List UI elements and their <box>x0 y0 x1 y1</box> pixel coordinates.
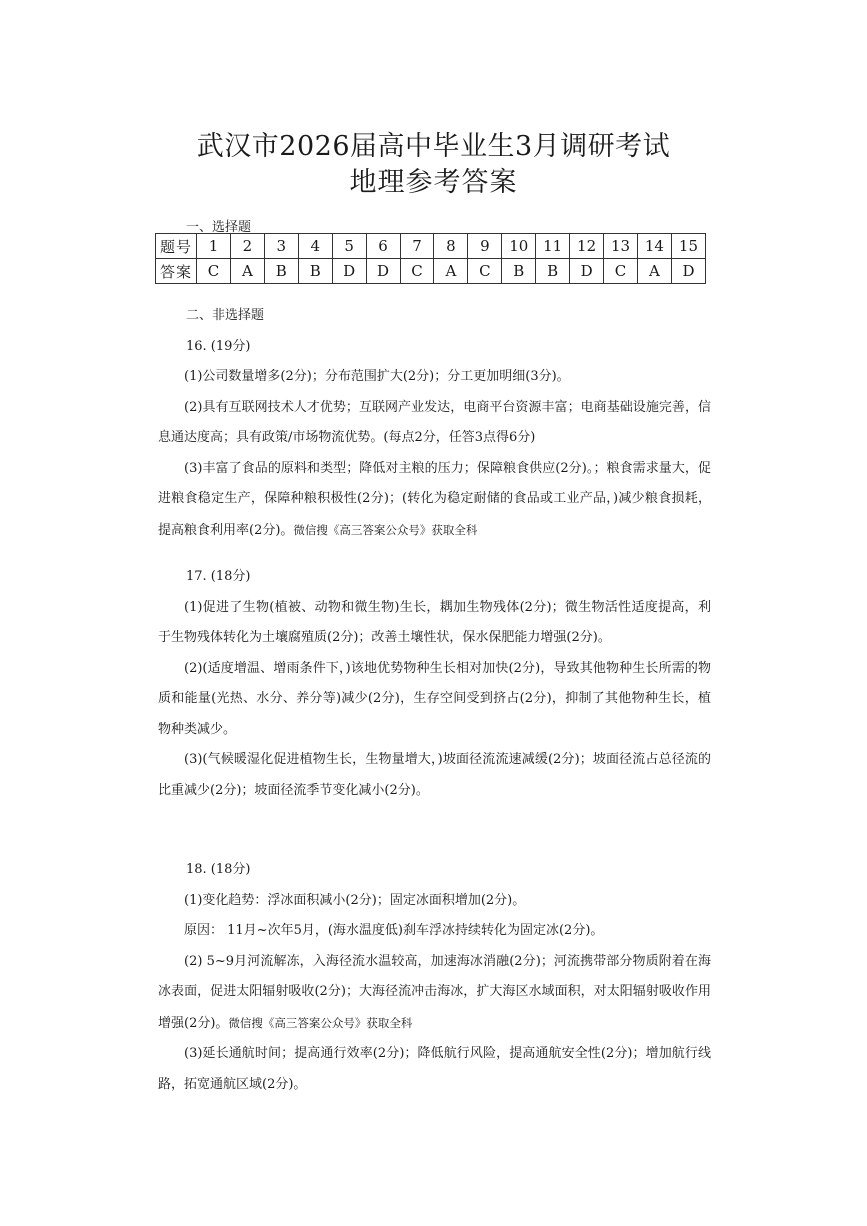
question-number: 8 <box>434 234 468 259</box>
answer-cell: A <box>637 259 671 284</box>
q16-answer-2: (2)具有互联网技术人才优势；互联网产业发达，电商平台资源丰富；电商基础设施完善，信息通达度高；具有政策/市场物流优势。(每点2分，任答3点得6分) <box>158 399 711 445</box>
question-number: 2 <box>230 234 264 259</box>
answer-cell: B <box>298 259 332 284</box>
answer-cell: C <box>604 259 638 284</box>
question-number: 15 <box>671 234 705 259</box>
answer-cell: C <box>400 259 434 284</box>
q17-answer-2: (2)(适度增温、增雨条件下，)该地优势物种生长相对加快(2分)，导致其他物种生长所需的物质和能量(光热、水分、养分等)减少(2分)，生存空间受到挤占(2分)，抑制了其他物种生长，植物种类减少。 <box>158 660 711 737</box>
question-number: 1 <box>197 234 231 259</box>
question-18-block <box>158 855 711 1100</box>
answer-cell: D <box>570 259 604 284</box>
q16-answer-3-text: (3)丰富了食品的原料和类型；降低对主粮的压力；保障粮食供应(2分)。；粮食需求量大，促进粮食稳定生产，保障种粮积极性(2分)；(转化为稳定耐储的食品或工业产品，)减少粮食损耗，提高粮食利用率(2分)。 <box>158 460 711 538</box>
question-number: 10 <box>502 234 536 259</box>
document-subtitle: 地理参考答案 <box>349 167 518 198</box>
watermark-text: 微信搜《高三答案公众号》获取全科 <box>228 1015 413 1030</box>
row-label-number: 题号 <box>156 234 197 259</box>
section-heading-choice: 一、选择题 <box>186 220 252 235</box>
table-row-numbers <box>156 234 706 259</box>
q18-answer-2-text: (2) 5~9月河流解冻，入海径流水温较高，加速海冰消融(2分)；河流携带部分物质附着在海冰表面，促进太阳辐射吸收(2分)；大海径流冲击海冰，扩大海区水域面积，对太阳辐射吸收作用增强(2分)。 <box>158 953 711 1031</box>
question-16-block <box>158 301 711 546</box>
question-17-block <box>158 562 711 806</box>
q18-answer-3: (3)延长通航时间；提高通行效率(2分)；降低航行风险，提高通航安全性(2分)；增加航行线路，拓宽通航区域(2分)。 <box>158 1046 711 1092</box>
table-row-answers <box>156 259 706 284</box>
question-number: 14 <box>637 234 671 259</box>
question-number: 7 <box>400 234 434 259</box>
question-number: 4 <box>298 234 332 259</box>
q18-answer-reason: 原因： 11月~次年5月，(海水温度低)刹车浮冰持续转化为固定冰(2分)。 <box>184 923 604 938</box>
question-number: 12 <box>570 234 604 259</box>
question-18-heading: 18. (18分) <box>186 862 251 877</box>
question-number: 6 <box>366 234 400 259</box>
q18-answer-1: (1)变化趋势：浮冰面积减小(2分)；固定冰面积增加(2分)。 <box>184 892 526 908</box>
document-title: 武汉市2026届高中毕业生3月调研考试 <box>196 131 671 162</box>
question-number: 3 <box>264 234 298 259</box>
question-number: 9 <box>468 234 502 259</box>
question-number: 13 <box>604 234 638 259</box>
answer-cell: C <box>468 259 502 284</box>
answer-cell: D <box>366 259 400 284</box>
watermark-text: 微信搜《高三答案公众号》获取全科 <box>293 522 478 537</box>
question-number: 5 <box>332 234 366 259</box>
answer-cell: D <box>332 259 366 284</box>
q18-answer-2 <box>158 947 711 1040</box>
answer-cell: B <box>264 259 298 284</box>
answer-cell: D <box>671 259 705 284</box>
answer-cell: A <box>230 259 264 284</box>
q16-answer-1: (1)公司数量增多(2分)；分布范围扩大(2分)；分工更加明细(3分)。 <box>184 369 570 384</box>
q17-answer-1: (1)促进了生物(植被、动物和微生物)生长，耦加生物残体(2分)；微生物活性适度提高，利于生物残体转化为土壤腐殖质(2分)；改善土壤性状，保水保肥能力增强(2分)。 <box>158 599 711 645</box>
q16-answer-3 <box>158 454 711 547</box>
answer-cell: B <box>502 259 536 284</box>
row-label-answer: 答案 <box>156 259 197 284</box>
q17-answer-3: (3)(气候暖湿化促进植物生长，生物量增大，)坡面径流流速减缓(2分)；坡面径流占总径流的比重减少(2分)；坡面径流季节变化减小(2分)。 <box>158 752 711 798</box>
question-16-heading: 16. (19分) <box>186 338 251 354</box>
section-heading-nonchoice: 二、非选择题 <box>186 308 265 323</box>
answer-cell: B <box>536 259 570 284</box>
question-17-heading: 17. (18分) <box>186 569 251 584</box>
answer-cell: A <box>434 259 468 284</box>
answer-cell: C <box>197 259 231 284</box>
answer-table <box>155 233 706 284</box>
question-number: 11 <box>536 234 570 259</box>
